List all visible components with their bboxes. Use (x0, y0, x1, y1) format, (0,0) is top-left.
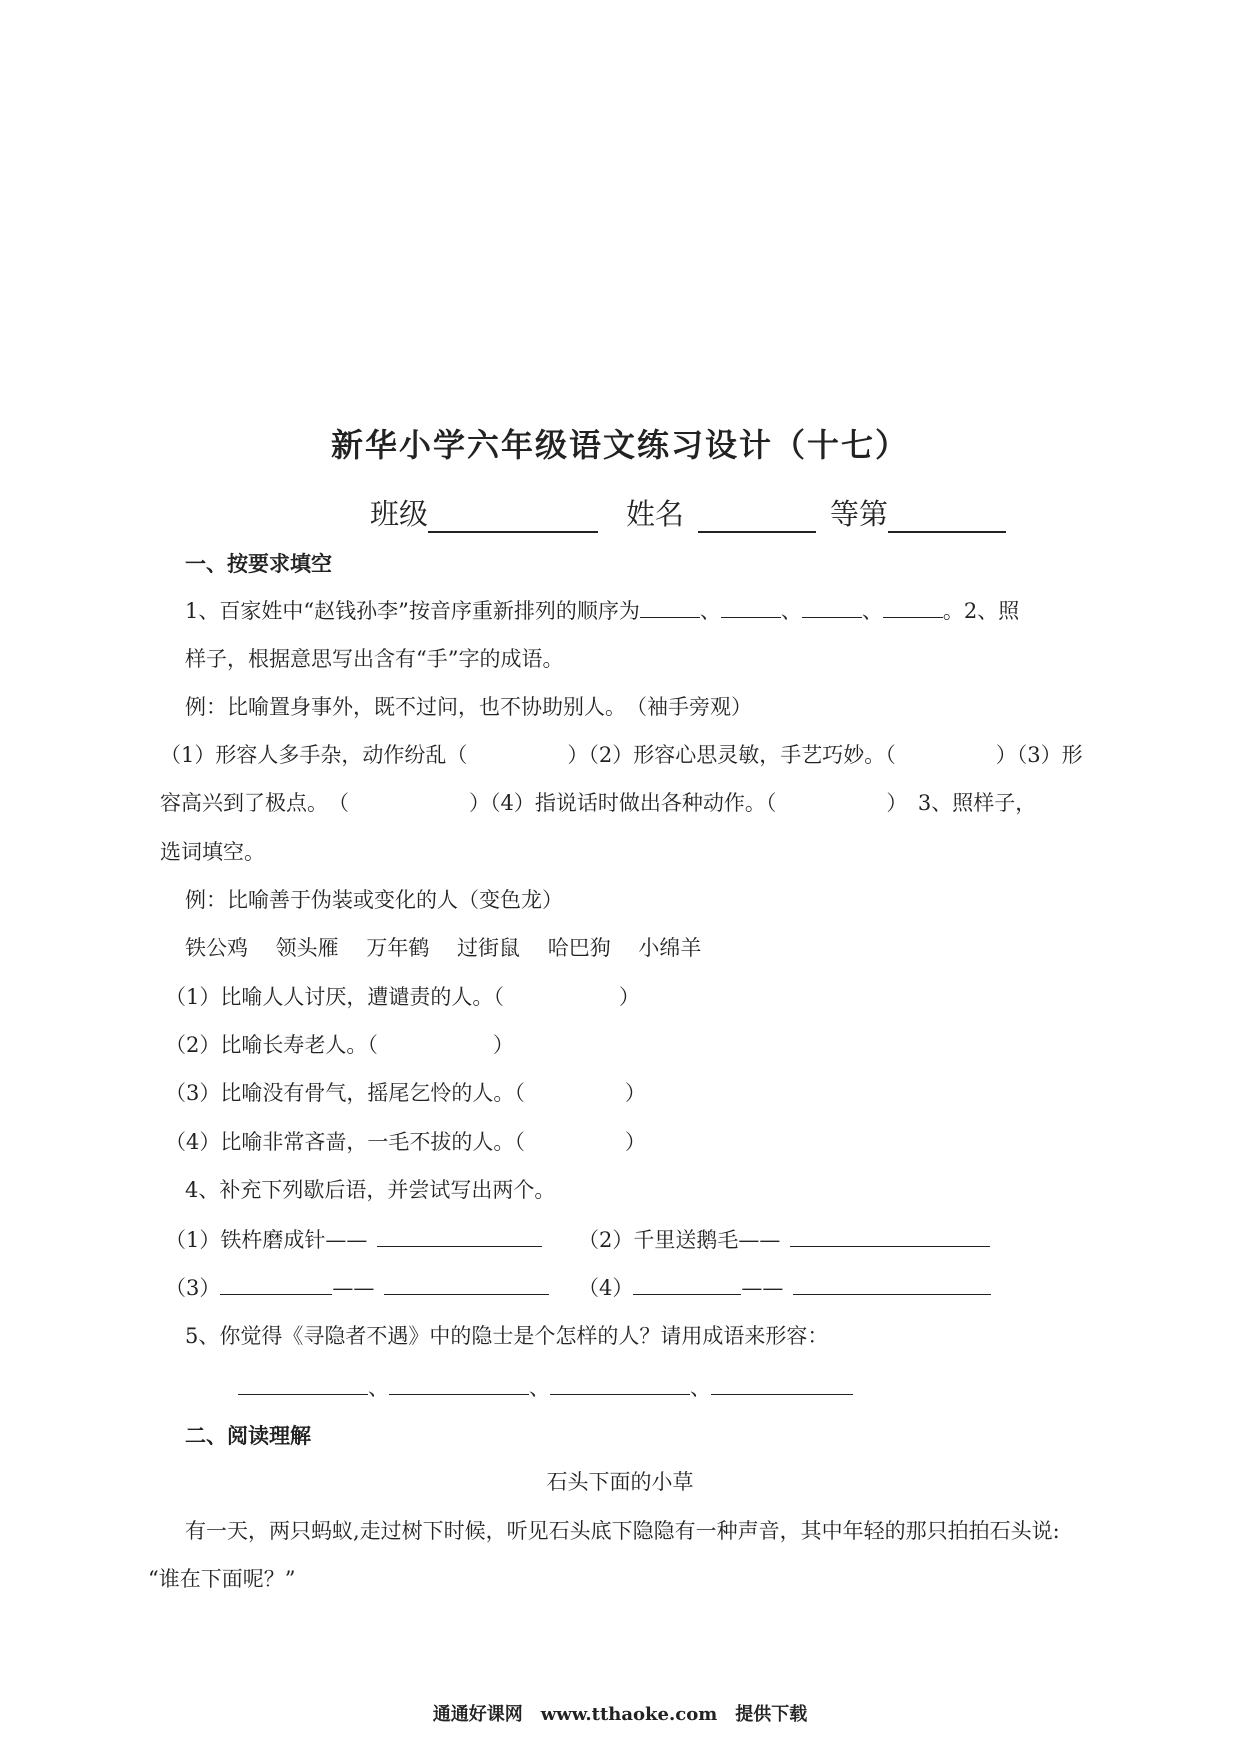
q4-item-3-second[interactable] (384, 1272, 549, 1295)
question-3-item-4 (165, 1127, 646, 1157)
q4-item-3-text: （3） (165, 1276, 221, 1300)
grade-field[interactable] (888, 501, 1006, 533)
q4-item-4-first[interactable] (633, 1272, 741, 1295)
question-3-word-bank: 铁公鸡 领头雁 万年鹤 过街鼠 哈巴狗 小绵羊 (185, 936, 702, 960)
question-2-example: 例：比喻置身事外，既不过问，也不协助别人。 （袖手旁观） (185, 695, 752, 719)
question-2-intro: 样子，根据意思写出含有“手”字的成语。 (185, 647, 564, 671)
q3-item-3-close: ） (624, 1081, 646, 1105)
q2-item-2-text: ）（2）形容心思灵敏，手艺巧妙。（ (567, 743, 896, 767)
q5-blank-2[interactable] (389, 1372, 529, 1395)
q4-item-2-text: （2）千里送鹅毛—— (578, 1228, 781, 1252)
q5-blank-1[interactable] (238, 1372, 368, 1395)
q4-item-4-text: （4） (578, 1276, 634, 1300)
q3-item-4-text: （4）比喻非常吝啬，一毛不拔的人。（ (165, 1130, 525, 1154)
student-info-row (370, 487, 1006, 533)
question-3-intro: 选词填空。 (160, 840, 265, 864)
q4-item-1-text: （1）铁杵磨成针—— (165, 1228, 368, 1252)
name-label: 姓名 (626, 497, 685, 531)
q1-blank-2[interactable] (721, 595, 781, 618)
q3-item-4-close: ） (624, 1130, 646, 1154)
class-field[interactable] (428, 501, 598, 533)
q2-item-4-text: ）（4）指说话时做出各种动作。（ (469, 791, 777, 815)
passage-line-2: “谁在下面呢？” (148, 1567, 296, 1591)
q3-item-2-text: （2）比喻长寿老人。（ (165, 1033, 378, 1057)
q1-sep-3: 、 (861, 599, 883, 623)
q4-item-2-answer[interactable] (790, 1224, 990, 1247)
question-4-row-2b (578, 1272, 991, 1303)
question-3-item-1 (165, 982, 640, 1012)
q1-end: 。2、照 (942, 599, 1020, 623)
q5-sep-3: 、 (690, 1376, 711, 1400)
q2-item-3-text-cont: 容高兴到了极点。 （ (160, 791, 349, 815)
name-field[interactable] (698, 501, 816, 533)
q4-item-4-dash: —— (741, 1276, 784, 1300)
passage-line-1: 有一天，两只蚂蚁,走过树下时候，听见石头底下隐隐有一种声音，其中年轻的那只拍拍石头说: (185, 1519, 1060, 1543)
question-4-intro: 4、补充下列歇后语，并尝试写出两个。 (185, 1178, 556, 1202)
class-label: 班级 (370, 497, 429, 531)
q1-sep-2: 、 (780, 599, 802, 623)
question-5-intro: 5、你觉得《寻隐者不遇》中的隐士是个怎样的人？请用成语来形容： (185, 1324, 829, 1348)
section2-heading: 二、阅读理解 (185, 1423, 311, 1448)
passage-title: 石头下面的小草 (546, 1470, 694, 1494)
q5-sep-2: 、 (529, 1376, 550, 1400)
q1-sep-1: 、 (699, 599, 721, 623)
page-title: 新华小学六年级语文练习设计（十七） (330, 426, 909, 464)
q3-item-1-text: （1）比喻人人讨厌，遭谴责的人。（ (165, 985, 504, 1009)
q2-item-1-text: （1）形容人多手杂，动作纷乱（ (160, 743, 468, 767)
question-4-row-1b (578, 1224, 990, 1255)
q1-blank-1[interactable] (640, 595, 700, 618)
question-3-item-3 (165, 1078, 646, 1108)
question-3-example: 例：比喻善于伪装或变化的人（变色龙） (185, 888, 563, 912)
question-1 (185, 595, 1019, 626)
q4-item-1-answer[interactable] (377, 1224, 542, 1247)
q1-text: 1、百家姓中“赵钱孙李”按音序重新排列的顺序为 (185, 599, 640, 623)
q4-item-3-dash: —— (332, 1276, 375, 1300)
question-2-items-row-1 (160, 740, 1083, 770)
grade-label: 等第 (830, 497, 889, 531)
q1-blank-4[interactable] (883, 595, 943, 618)
q3-item-3-text: （3）比喻没有骨气，摇尾乞怜的人。（ (165, 1081, 525, 1105)
q4-item-3-first[interactable] (220, 1272, 332, 1295)
section1-heading: 一、按要求填空 (185, 551, 332, 576)
question-2-items-row-2 (160, 788, 1036, 818)
q5-blank-4[interactable] (711, 1372, 853, 1395)
q5-sep-1: 、 (368, 1376, 389, 1400)
question-4-row-2 (165, 1272, 549, 1303)
q2-item-3-text: ）（3）形 (995, 743, 1083, 767)
page-footer: 通通好课网 www.tthaoke.com 提供下载 (432, 1704, 808, 1725)
question-4-row-1 (165, 1224, 542, 1255)
q5-blank-3[interactable] (550, 1372, 690, 1395)
question-3-item-2 (165, 1030, 514, 1060)
question-5-answers (238, 1372, 853, 1403)
q1-blank-3[interactable] (802, 595, 862, 618)
q3-start-text: ） 3、照样子， (886, 791, 1037, 815)
q3-item-2-close: ） (492, 1033, 514, 1057)
q3-item-1-close: ） (618, 985, 640, 1009)
q4-item-4-second[interactable] (793, 1272, 991, 1295)
